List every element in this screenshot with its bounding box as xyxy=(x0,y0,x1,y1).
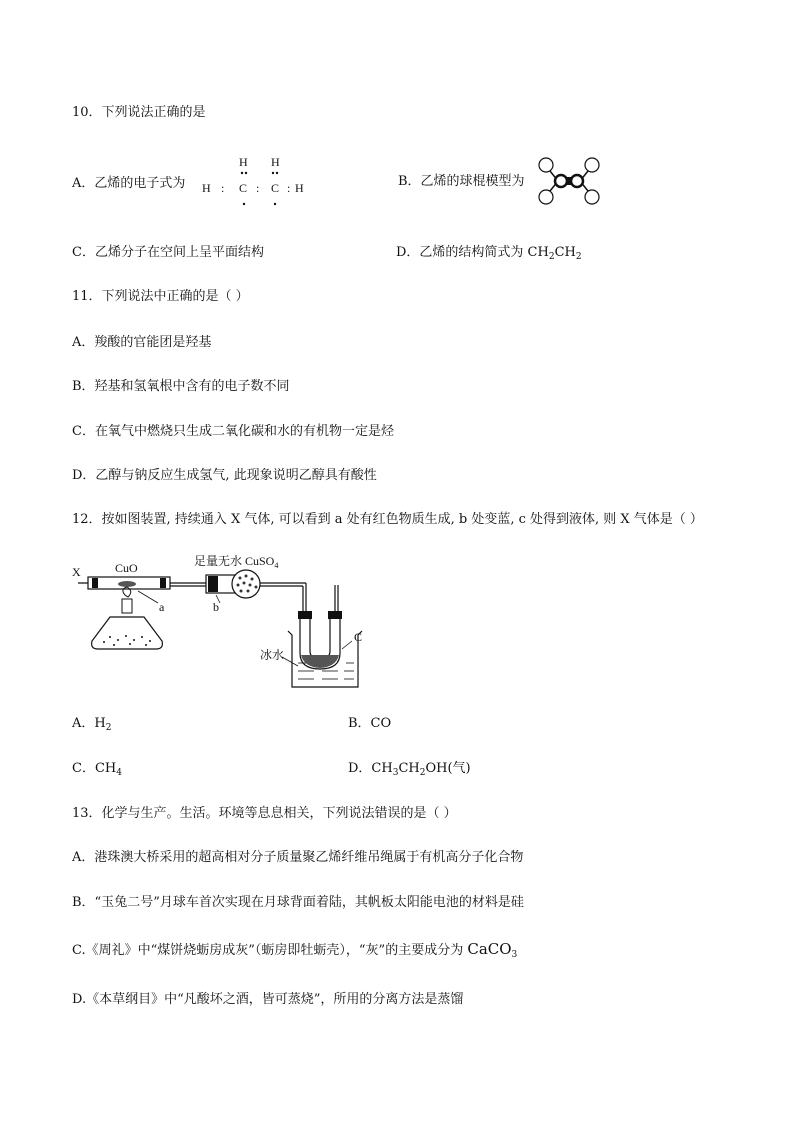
label-ice-water: 冰水 xyxy=(260,648,285,662)
label-a: a xyxy=(159,600,165,614)
q11-option-b: B．羟基和氢氧根中含有的电子数不同 xyxy=(72,379,290,394)
svg-text::: : xyxy=(256,181,260,195)
formula-h-left: H xyxy=(202,181,211,195)
q10-stem: 10．下列说法正确的是 xyxy=(72,105,206,120)
q12-option-a: A．$H_2$ xyxy=(72,716,112,733)
q10-option-d: D．乙烯的结构简式为 $CH_2CH_2$ xyxy=(396,245,582,262)
svg-text::: : xyxy=(287,181,291,195)
apparatus-diagram xyxy=(70,545,380,695)
q10-option-a: A．乙烯的电子式为 xyxy=(72,176,186,191)
formula-h-top-2: H xyxy=(271,155,280,169)
formula-c-2: C xyxy=(271,181,280,195)
label-cuo: CuO xyxy=(115,561,138,575)
label-c: C xyxy=(354,630,363,644)
q12-option-c: C．$CH_4$ xyxy=(72,761,122,778)
formula-h-top-1: H xyxy=(239,155,248,169)
q13-option-c: C.《周礼》中“煤饼烧蛎房成灰”（蛎房即牡蛎壳），“灰”的主要成分为 CaCO$_3$ xyxy=(72,940,518,960)
q10-option-c: C．乙烯分子在空间上呈平面结构 xyxy=(72,245,264,260)
q12-option-b: B．CO xyxy=(348,716,392,731)
ethylene-electron-formula xyxy=(200,152,310,212)
label-b: b xyxy=(213,600,219,614)
q13-option-d: D.《本草纲目》中“凡酸坏之酒，皆可蒸烧”，所用的分离方法是蒸馏 xyxy=(72,992,464,1007)
label-cuso4: 足量无水 CuSO$_4$ xyxy=(194,554,279,570)
q11-option-a: A．羧酸的官能团是羟基 xyxy=(72,335,212,350)
q12-option-d: D．$CH_3CH_2OH$(气) xyxy=(348,761,471,778)
q11-option-d: D．乙醇与钠反应生成氢气, 此现象说明乙醇具有酸性 xyxy=(72,468,377,483)
q13-option-a: A．港珠澳大桥采用的超高相对分子质量聚乙烯纤维吊绳属于有机高分子化合物 xyxy=(72,850,524,865)
svg-text::: : xyxy=(221,181,225,195)
q11-stem: 11．下列说法中正确的是（ ） xyxy=(72,289,249,304)
q10-option-b: B．乙烯的球棍模型为 xyxy=(398,174,525,189)
ethylene-ball-stick-model xyxy=(536,156,602,206)
q11-option-c: C．在氧气中燃烧只生成二氧化碳和水的有机物一定是烃 xyxy=(72,424,394,439)
q13-option-b: B．“玉兔二号”月球车首次实现在月球背面着陆，其帆板太阳能电池的材料是硅 xyxy=(72,895,524,910)
label-x: X xyxy=(72,565,81,579)
formula-c-1: C xyxy=(239,181,248,195)
q13-stem: 13．化学与生产。生活。环境等息息相关，下列说法错误的是（ ） xyxy=(72,806,457,821)
q12-stem: 12．按如图装置, 持续通入 X 气体, 可以看到 a 处有红色物质生成, b 处变蓝, c 处得到液体, 则 X 气体是（ ） xyxy=(72,512,703,527)
formula-h-right: H xyxy=(295,181,304,195)
